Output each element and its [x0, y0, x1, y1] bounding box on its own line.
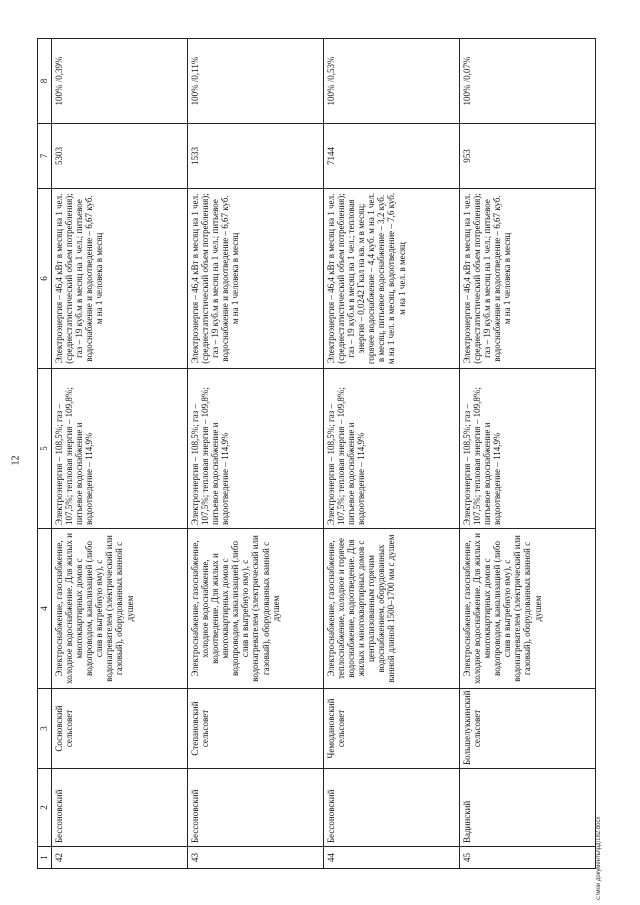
population-cell: 5303: [52, 124, 188, 189]
norms-cell: Электроэнергия – 46,4 кВт в месяц на 1 чел. (среднестатистический объем потребления); газ – 19 куб.м в месяц на 1 чел.; тепловая энергия – 0,0242 Гкал на кв. м в месяц; горячее водоснабжение – 4,4 куб. м на 1 чел. в месяц, питьевое водоснабжение – 3,2 куб. м на 1 чел. в месяц, водоотведение – 7,6 куб. м на 1 чел. в месяц: [324, 189, 460, 369]
population-cell: 953: [460, 124, 596, 189]
district-cell: Бессоновский: [188, 769, 324, 847]
settlement-cell: Чемодановский сельсовет: [324, 689, 460, 769]
norms-cell: Электроэнергия – 46,4 кВт в месяц на 1 чел. (среднестатистический объем потребления); газ – 19 куб.м в месяц на 1 чел.; питьевое водоснабжение и водоотведение – 6,67 куб. м на 1 человека в месяц: [52, 189, 188, 369]
settlement-cell: Степановский сельсовет: [188, 689, 324, 769]
norms-cell: Электроэнергия – 46,4 кВт в месяц на 1 чел. (среднестатистический объем потребления); газ – 19 куб.м в месяц на 1 чел.; питьевое водоснабжение и водоотведение – 6,67 куб. м на 1 человека в месяц: [460, 189, 596, 369]
indices-cell: Электроэнергия – 108,5%; газ – 107,5%; тепловая энергия – 109,8%; питьевое водоснабжение и водоотведение – 114,9%: [52, 369, 188, 529]
norms-cell: Электроэнергия – 46,4 кВт в месяц на 1 чел. (среднестатистический объем потребления); газ – 19 куб.м в месяц на 1 чел.; питьевое водоснабжение и водоотведение – 6,67 куб. м на 1 человека в месяц: [188, 189, 324, 369]
district-cell: Бессоновский: [324, 769, 460, 847]
share-cell: 100% /0,39%: [52, 39, 188, 124]
settlement-cell: Сосновский сельсовет: [52, 689, 188, 769]
services-cell: Электроснабжение, газоснабжение, холодное водоснабжение. Для жилых и многоквартирных домов с водопроводом, канализацией (либо слив в выгребную яму), с водонагревателем (электрический или газовый), оборудованных ванной с душем: [52, 529, 188, 689]
services-cell: Электроснабжение, газоснабжение, теплоснабжение, холодное и горячее водоснабжение, водоотведение. Для жилых и многоквартирных домов с централизованным горячим водоснабжением, оборудованных ванной длиной 1500–1700 мм с душем: [324, 529, 460, 689]
table-row: [324, 39, 460, 869]
services-cell: Электроснабжение, газоснабжение, холодное водоснабжение, водоотведение. Для жилых и многоквартирных домов с водопроводом, канализацией (либо слив в выгребную яму), с водонагревателем (электрический или газовый), оборудованных ванной с душем: [188, 529, 324, 689]
row-number: 44: [324, 847, 460, 869]
table-row: [188, 39, 324, 869]
col-number-1: 1: [38, 847, 52, 869]
footer-file-path: c:\мои документы\рд\182.docx: [596, 816, 602, 900]
row-number: 42: [52, 847, 188, 869]
document-table-area: [37, 39, 594, 869]
row-number: 45: [460, 847, 596, 869]
col-number-3: 3: [38, 689, 52, 769]
table-row: [460, 39, 596, 869]
row-number: 43: [188, 847, 324, 869]
column-number-row: [38, 39, 52, 869]
rotated-table-wrapper: [37, 39, 594, 869]
share-cell: 100% /0,53%: [324, 39, 460, 124]
settlement-cell: Большелуккинский сельсовет: [460, 689, 596, 769]
share-cell: 100% /0,11%: [188, 39, 324, 124]
col-number-7: 7: [38, 124, 52, 189]
district-cell: Вадинский: [460, 769, 596, 847]
indices-cell: Электроэнергия – 108,5%; газ – 107,5%; тепловая энергия – 109,8%; питьевое водоснабжение и водоотведение – 114,9%: [324, 369, 460, 529]
population-cell: 1533: [188, 124, 324, 189]
page-number: 12: [10, 455, 22, 466]
table-row: [52, 39, 188, 869]
col-number-4: 4: [38, 529, 52, 689]
indices-cell: Электроэнергия – 108,5%; газ – 107,5%; тепловая энергия – 109,8%; питьевое водоснабжение и водоотведение – 114,9%: [188, 369, 324, 529]
tariff-table: [37, 38, 596, 869]
district-cell: Бессоновский: [52, 769, 188, 847]
col-number-2: 2: [38, 769, 52, 847]
col-number-8: 8: [38, 39, 52, 124]
services-cell: Электроснабжение, газоснабжение, холодное водоснабжение. Для жилых и многоквартирных домов с водопроводом, канализацией (либо слив в выгребную яму), с водонагревателем (электрический или газовый), оборудованных ванной с душем: [460, 529, 596, 689]
indices-cell: Электроэнергия – 108,5%; газ – 107,5%; тепловая энергия – 109,8%; питьевое водоснабжение и водоотведение – 114,9%: [460, 369, 596, 529]
col-number-5: 5: [38, 369, 52, 529]
population-cell: 7144: [324, 124, 460, 189]
col-number-6: 6: [38, 189, 52, 369]
share-cell: 100% /0,07%: [460, 39, 596, 124]
